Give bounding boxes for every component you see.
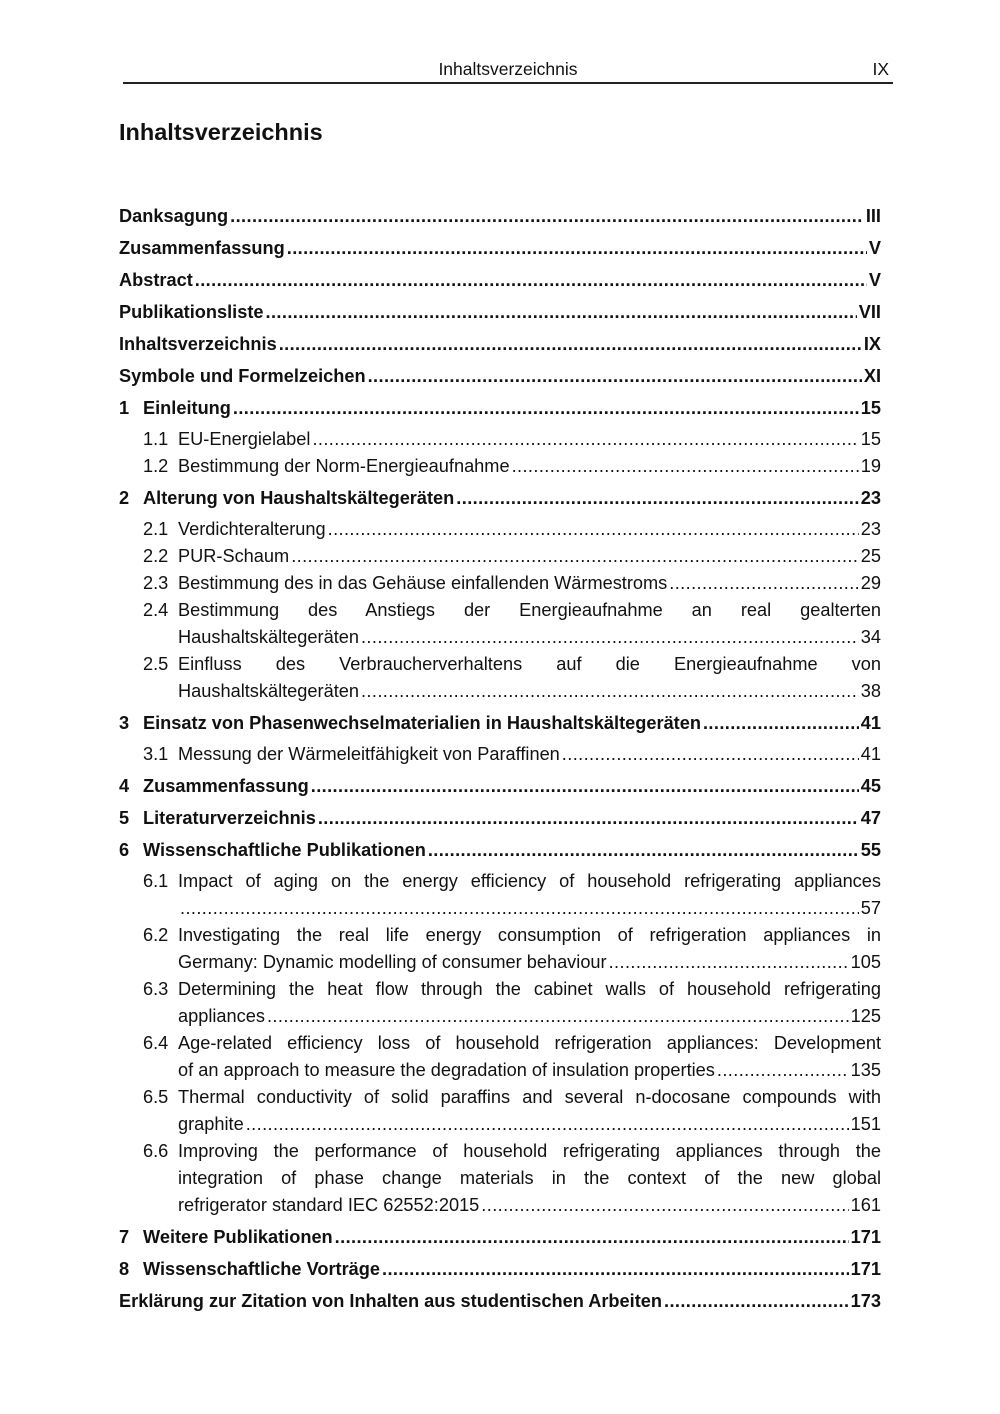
toc-section-2-1[interactable]: [119, 516, 881, 543]
dot-leader: [428, 837, 859, 864]
toc-entry-title: Alterung von Haushaltskältegeräten: [143, 488, 455, 508]
toc-entry-title-line: integration of phase change materials in the context of the new global: [178, 1168, 881, 1188]
toc-chapter-4[interactable]: [119, 773, 881, 800]
dot-leader: [267, 1003, 849, 1030]
page-title: Inhaltsverzeichnis: [119, 119, 323, 145]
toc-entry-page: 161: [850, 1195, 881, 1215]
dot-leader: [669, 570, 858, 597]
dot-leader: [368, 363, 862, 390]
toc-entry-title-line: refrigerator standard IEC 62552:2015: [178, 1195, 480, 1215]
toc-entry-page: 23: [860, 519, 881, 539]
dot-leader: [328, 516, 859, 543]
toc-entry-page: 41: [860, 744, 881, 764]
toc-entry-page: 25: [860, 546, 881, 566]
toc-entry-title-line: Investigating the real life energy consumption of refrigeration appliances in: [178, 925, 881, 945]
toc-entry-page: III: [865, 206, 881, 226]
toc-entry-page: 171: [850, 1227, 881, 1247]
toc-entry-symbole[interactable]: [119, 363, 881, 390]
toc-entry-number: 6.5: [143, 1087, 169, 1107]
toc-entry-title: Wissenschaftliche Vorträge: [143, 1259, 381, 1279]
toc-entry-zusammenfassung[interactable]: [119, 235, 881, 262]
toc-entry-title-line: Germany: Dynamic modelling of consumer behaviour: [178, 952, 607, 972]
dot-leader: [703, 710, 859, 737]
dot-leader: [456, 485, 858, 512]
toc-entry-title: Einsatz von Phasenwechselmaterialien in Haushaltskältegeräten: [143, 713, 701, 733]
running-header-page-number: IX: [872, 59, 889, 79]
toc-chapter-8[interactable]: [119, 1256, 881, 1283]
toc-entry-number: 6.3: [143, 979, 169, 999]
toc-chapter-3[interactable]: [119, 710, 881, 737]
toc-entry-title-line: Age-related efficiency loss of household refrigeration appliances: Development: [178, 1033, 881, 1053]
toc-entry-page: XI: [863, 366, 881, 386]
toc-entry-page: 41: [860, 713, 881, 733]
toc-chapter-6[interactable]: [119, 837, 881, 864]
toc-entry-number: 2.2: [143, 546, 169, 566]
toc-entry-number: 2.1: [143, 519, 169, 539]
toc-entry-page: 34: [860, 627, 881, 647]
toc-entry-title: EU-Energielabel: [178, 429, 311, 449]
toc-entry-title-line: Thermal conductivity of solid paraffins and several n-docosane compounds with: [178, 1087, 881, 1107]
toc-entry-page: 38: [860, 681, 881, 701]
toc-entry-title-line: appliances: [178, 1006, 265, 1026]
toc-section-6-5[interactable]: [119, 1084, 881, 1138]
toc-entry-number: 2: [119, 488, 130, 508]
toc-entry-page: V: [868, 238, 881, 258]
dot-leader: [180, 895, 859, 922]
toc-entry-title-line: of an approach to measure the degradation of insulation properties: [178, 1060, 715, 1080]
toc-entry-page: 171: [850, 1259, 881, 1279]
toc-entry-number: 6.6: [143, 1141, 169, 1161]
dot-leader: [361, 624, 859, 651]
toc-entry-page: 125: [850, 1006, 881, 1026]
toc-entry-page: 135: [850, 1060, 881, 1080]
toc-entry-title-line: Haushaltskältegeräten: [178, 627, 359, 647]
toc-entry-title-line: Improving the performance of household refrigerating appliances through the: [178, 1141, 881, 1161]
toc-entry-number: 6.4: [143, 1033, 169, 1053]
toc-entry-number: 2.5: [143, 654, 169, 674]
table-of-contents: [119, 203, 881, 1315]
dot-leader: [609, 949, 849, 976]
toc-section-1-2[interactable]: [119, 453, 881, 480]
dot-leader: [335, 1224, 849, 1251]
toc-entry-title-line: Determining the heat flow through the cabinet walls of household refrigerating: [178, 979, 881, 999]
toc-entry-page: 23: [860, 488, 881, 508]
toc-section-6-4[interactable]: [119, 1030, 881, 1084]
toc-entry-number: 8: [119, 1259, 130, 1279]
toc-entry-number: 1: [119, 398, 130, 418]
toc-entry-page: 15: [860, 398, 881, 418]
dot-leader: [361, 678, 859, 705]
toc-section-6-6[interactable]: [119, 1138, 881, 1219]
toc-entry-page: 173: [850, 1291, 881, 1311]
toc-entry-number: 6.2: [143, 925, 169, 945]
toc-entry-title: Weitere Publikationen: [143, 1227, 333, 1247]
toc-entry-number: 3.1: [143, 744, 169, 764]
toc-section-6-2[interactable]: [119, 922, 881, 976]
dot-leader: [717, 1057, 849, 1084]
dot-leader: [233, 395, 859, 422]
toc-entry-title: Abstract: [119, 270, 193, 290]
toc-entry-number: 2.4: [143, 600, 169, 620]
toc-entry-title: Bestimmung des in das Gehäuse einfallenden Wärmestroms: [178, 573, 668, 593]
toc-entry-number: 1.2: [143, 456, 169, 476]
dot-leader: [230, 203, 864, 230]
toc-entry-page: 29: [860, 573, 881, 593]
toc-entry-number: 6.1: [143, 871, 169, 891]
toc-section-3-1[interactable]: [119, 741, 881, 768]
toc-chapter-7[interactable]: [119, 1224, 881, 1251]
toc-entry-title-line: graphite: [178, 1114, 244, 1134]
toc-chapter-5[interactable]: [119, 805, 881, 832]
toc-chapter-2[interactable]: [119, 485, 881, 512]
toc-entry-page: V: [868, 270, 881, 290]
dot-leader: [512, 453, 859, 480]
toc-entry-number: 7: [119, 1227, 130, 1247]
toc-entry-number: 1.1: [143, 429, 169, 449]
toc-entry-title: Inhaltsverzeichnis: [119, 334, 277, 354]
toc-entry-title: Literaturverzeichnis: [143, 808, 316, 828]
toc-entry-number: 4: [119, 776, 130, 796]
toc-entry-page: 105: [850, 952, 881, 972]
toc-entry-page: 47: [860, 808, 881, 828]
toc-entry-number: 2.3: [143, 573, 169, 593]
toc-entry-abstract[interactable]: [119, 267, 881, 294]
toc-entry-number: 3: [119, 713, 130, 733]
toc-section-2-2[interactable]: [119, 543, 881, 570]
toc-entry-page: 57: [860, 898, 881, 918]
toc-section-2-5[interactable]: [119, 651, 881, 705]
dot-leader: [195, 267, 867, 294]
toc-entry-number: 5: [119, 808, 130, 828]
toc-entry-page: 45: [860, 776, 881, 796]
toc-entry-title-line: Impact of aging on the energy efficiency of household refrigerating appliances: [178, 871, 881, 891]
toc-entry-title: Publikationsliste: [119, 302, 264, 322]
toc-entry-publikationsliste[interactable]: [119, 299, 881, 326]
toc-entry-title: Zusammenfassung: [119, 238, 285, 258]
toc-section-6-3[interactable]: [119, 976, 881, 1030]
toc-entry-number: 6: [119, 840, 130, 860]
toc-chapter-1[interactable]: [119, 395, 881, 422]
toc-entry-title-line: Haushaltskältegeräten: [178, 681, 359, 701]
dot-leader: [311, 773, 859, 800]
dot-leader: [318, 805, 859, 832]
toc-entry-title: PUR-Schaum: [178, 546, 290, 566]
dot-leader: [287, 235, 867, 262]
toc-section-6-1[interactable]: [119, 868, 881, 922]
toc-entry-page: 15: [860, 429, 881, 449]
toc-entry-title: Verdichteralterung: [178, 519, 326, 539]
toc-entry-page: 19: [860, 456, 881, 476]
toc-entry-inhaltsverzeichnis[interactable]: [119, 331, 881, 358]
running-header: [123, 56, 893, 84]
toc-section-2-3[interactable]: [119, 570, 881, 597]
toc-entry-title-line: Bestimmung des Anstiegs der Energieaufnahme an real gealterten: [178, 600, 881, 620]
dot-leader: [664, 1288, 849, 1315]
dot-leader: [382, 1256, 849, 1283]
toc-entry-page: IX: [863, 334, 881, 354]
dot-leader: [312, 426, 858, 453]
dot-leader: [481, 1192, 848, 1219]
dot-leader: [279, 331, 862, 358]
dot-leader: [266, 299, 857, 326]
toc-entry-title: Symbole und Formelzeichen: [119, 366, 366, 386]
toc-section-1-1[interactable]: [119, 426, 881, 453]
toc-entry-title: Zusammenfassung: [143, 776, 309, 796]
toc-entry-erklaerung[interactable]: [119, 1288, 881, 1315]
dot-leader: [562, 741, 859, 768]
toc-entry-title: Messung der Wärmeleitfähigkeit von Paraffinen: [178, 744, 560, 764]
toc-entry-page: VII: [858, 302, 881, 322]
toc-section-2-4[interactable]: [119, 597, 881, 651]
toc-entry-page: 151: [850, 1114, 881, 1134]
toc-entry-danksagung[interactable]: [119, 203, 881, 230]
toc-entry-page: 55: [860, 840, 881, 860]
toc-entry-title: Bestimmung der Norm-Energieaufnahme: [178, 456, 510, 476]
toc-entry-title: Einleitung: [143, 398, 231, 418]
toc-entry-title-line: Einfluss des Verbraucherverhaltens auf die Energieaufnahme von: [178, 654, 881, 674]
toc-entry-title: Wissenschaftliche Publikationen: [143, 840, 426, 860]
dot-leader: [291, 543, 859, 570]
dot-leader: [246, 1111, 849, 1138]
running-header-title: Inhaltsverzeichnis: [438, 59, 578, 79]
toc-entry-title: Erklärung zur Zitation von Inhalten aus studentischen Arbeiten: [119, 1291, 662, 1311]
toc-entry-title: Danksagung: [119, 206, 229, 226]
